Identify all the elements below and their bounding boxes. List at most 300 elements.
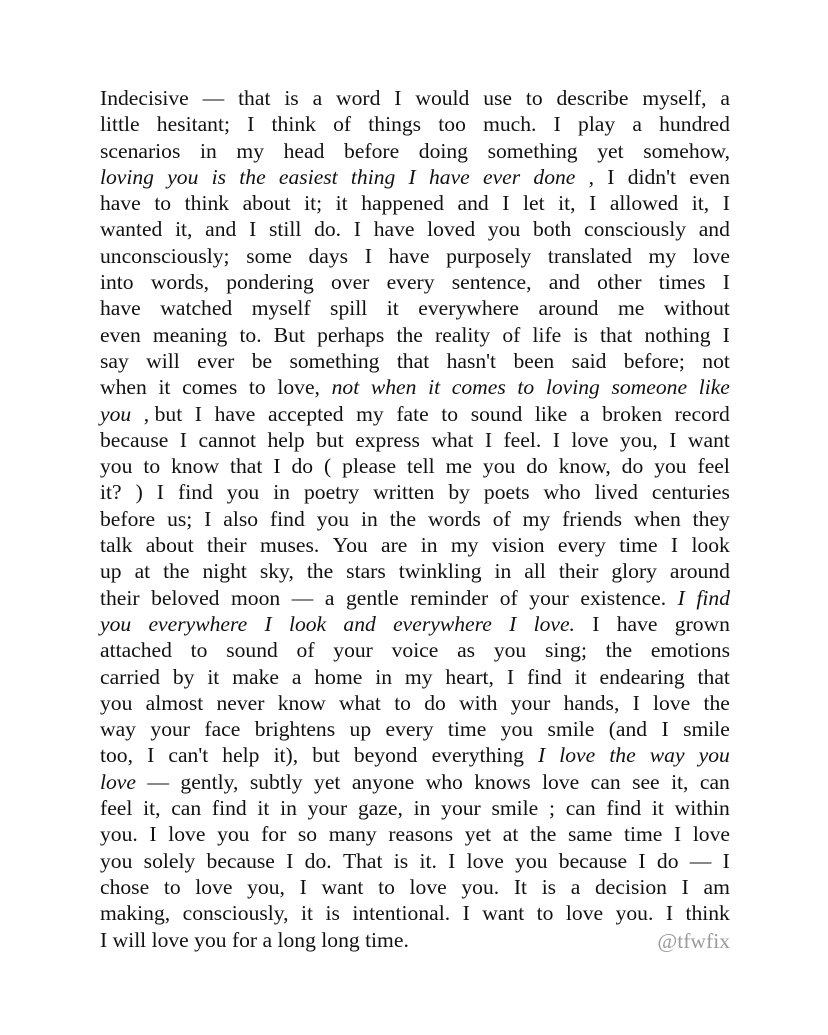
word: love	[466, 848, 504, 873]
word: are	[381, 533, 408, 558]
word: long	[277, 927, 316, 952]
word: I	[286, 848, 294, 873]
word: somehow,	[643, 138, 730, 163]
word: thing	[350, 164, 396, 189]
word: it	[574, 664, 587, 689]
word: find	[269, 506, 305, 531]
word: their	[207, 533, 247, 558]
word: it	[158, 375, 171, 400]
word: I	[408, 164, 416, 189]
word: still	[268, 217, 302, 242]
word: all	[524, 559, 546, 584]
word: have	[388, 243, 430, 268]
word: I	[607, 164, 615, 189]
text-line	[100, 374, 730, 400]
word: I	[448, 848, 456, 873]
word: do	[424, 690, 446, 715]
word: consciously,	[182, 901, 289, 926]
word: I	[100, 927, 108, 952]
word: time	[619, 533, 658, 558]
word: and	[343, 611, 376, 636]
word: it),	[273, 743, 299, 768]
word: it	[386, 296, 399, 321]
word: you	[500, 717, 534, 742]
word: to	[517, 375, 535, 400]
word: will	[112, 927, 147, 952]
word: to	[143, 454, 161, 479]
word: to	[525, 86, 543, 110]
word: can	[565, 796, 596, 821]
word: something	[487, 138, 578, 163]
word: you	[100, 401, 132, 426]
word: my	[356, 401, 384, 426]
word: someone	[611, 375, 688, 400]
word: can't	[168, 743, 209, 768]
word: help	[222, 743, 260, 768]
word: I	[722, 191, 730, 216]
word: brightens	[254, 717, 336, 742]
word: can	[171, 796, 202, 821]
word: it,	[143, 796, 161, 821]
word: I	[484, 427, 493, 452]
word: endearing	[599, 664, 685, 689]
word: my	[404, 664, 433, 689]
word: too	[438, 112, 466, 137]
word: yet	[464, 822, 492, 847]
word: love	[692, 243, 730, 268]
word: it	[257, 796, 270, 821]
word: you	[654, 454, 687, 479]
word: us;	[167, 506, 193, 531]
word: , but	[143, 401, 183, 426]
word: you	[217, 822, 250, 847]
word: loving	[100, 164, 154, 189]
word: over	[331, 270, 370, 295]
word: (and	[608, 717, 648, 742]
word: carried	[100, 664, 160, 689]
word: written	[373, 480, 435, 505]
word: around	[538, 296, 599, 321]
word: both	[532, 217, 572, 242]
word: to	[378, 874, 395, 899]
word: it,	[558, 191, 576, 216]
text-line	[100, 716, 730, 742]
word: hands,	[563, 690, 620, 715]
word: loving	[545, 375, 600, 400]
word: think	[184, 191, 230, 216]
word: doing	[418, 138, 468, 163]
word: consciously	[584, 217, 686, 242]
word: ever	[482, 164, 521, 189]
text-line	[100, 664, 730, 690]
text-line	[100, 690, 730, 716]
word: I	[722, 322, 730, 347]
word: beloved	[151, 585, 220, 610]
text-line	[100, 322, 730, 348]
word: that	[697, 664, 730, 689]
word: a	[312, 86, 323, 110]
word: your	[510, 690, 551, 715]
word: things	[368, 112, 422, 137]
word: many	[328, 822, 377, 847]
word: muses.	[259, 533, 320, 558]
text-line	[100, 900, 730, 926]
word: I	[592, 611, 600, 636]
word: comes	[182, 375, 238, 400]
word: you.	[100, 822, 138, 847]
word: for	[231, 927, 258, 952]
word: with	[459, 690, 498, 715]
word: night	[202, 559, 247, 584]
word: watched	[160, 296, 233, 321]
word: knows	[474, 769, 531, 794]
word: it	[651, 796, 664, 821]
word: as	[457, 638, 476, 663]
word: it	[207, 664, 220, 689]
word: —	[291, 585, 314, 610]
word: you	[493, 638, 527, 663]
word: what	[431, 427, 474, 452]
word: is	[393, 848, 409, 873]
word: moon	[231, 585, 281, 610]
word: face	[204, 717, 241, 742]
word: do	[526, 454, 548, 479]
text-line	[100, 401, 730, 427]
text-line	[100, 506, 730, 532]
word: their	[558, 559, 599, 584]
word: heart,	[445, 664, 494, 689]
word: I	[247, 112, 255, 137]
word: everywhere	[418, 296, 519, 321]
word: up	[349, 717, 372, 742]
word: use	[483, 86, 512, 110]
word: of	[492, 506, 511, 531]
word: everywhere	[148, 611, 248, 636]
word: a	[262, 927, 273, 952]
word: in	[280, 796, 297, 821]
word: gently,	[180, 769, 239, 794]
word: every	[557, 533, 606, 558]
word: am	[703, 874, 730, 899]
word: hundred	[659, 112, 730, 137]
word: a	[570, 874, 581, 899]
word: attached	[100, 638, 172, 663]
word: I	[179, 427, 187, 452]
word: to	[536, 901, 554, 926]
word: it.	[419, 848, 437, 873]
word: you	[316, 506, 350, 531]
word: sound	[226, 638, 278, 663]
word: home	[314, 664, 363, 689]
word: you	[194, 927, 227, 952]
text-line	[100, 532, 730, 558]
word: I	[194, 401, 202, 426]
word: I	[509, 611, 517, 636]
word: the	[396, 322, 423, 347]
word: I	[677, 585, 685, 610]
word: that	[599, 322, 633, 347]
word: want	[687, 427, 730, 452]
text-line	[100, 348, 730, 374]
word: know,	[558, 454, 611, 479]
word: I	[552, 427, 560, 452]
word: can	[590, 769, 621, 794]
text-line	[100, 138, 730, 164]
word: making,	[100, 901, 171, 926]
word: I	[661, 717, 669, 742]
word: ;	[548, 796, 555, 821]
word: a	[579, 401, 590, 426]
word: love	[168, 822, 206, 847]
word: at	[502, 822, 519, 847]
word: your	[529, 585, 569, 610]
word: up	[100, 559, 122, 584]
word: It	[513, 874, 528, 899]
word: I	[638, 848, 646, 873]
word: have	[373, 217, 415, 242]
word: wanted	[100, 217, 163, 242]
word: I	[669, 427, 677, 452]
word: the	[703, 690, 730, 715]
word: by	[172, 664, 195, 689]
word: find	[606, 796, 642, 821]
word: too,	[100, 743, 133, 768]
word: scenarios	[100, 138, 181, 163]
word: stars	[346, 559, 386, 584]
word: I	[353, 217, 361, 242]
text-line	[100, 611, 730, 637]
word: subtly	[249, 769, 303, 794]
word: feel	[697, 454, 730, 479]
word: even	[100, 322, 141, 347]
word: reminder	[410, 585, 489, 610]
word: it?	[100, 480, 122, 505]
word: around	[669, 559, 730, 584]
word: before;	[623, 348, 685, 373]
word: have	[214, 401, 256, 426]
word: the	[306, 559, 334, 584]
word: into	[100, 270, 134, 295]
word: find	[211, 796, 247, 821]
word: myself,	[642, 86, 707, 110]
word: you	[482, 454, 516, 479]
word: You	[332, 533, 368, 558]
word: even	[689, 164, 730, 189]
word: see	[632, 769, 660, 794]
word: smile	[491, 796, 539, 821]
word: didn't	[627, 164, 676, 189]
word: smile	[683, 717, 730, 742]
word: accepted	[267, 401, 344, 426]
word: love,	[277, 375, 320, 400]
word: I	[364, 243, 372, 268]
word: is	[325, 901, 340, 926]
word: grown	[674, 611, 730, 636]
word: is	[284, 86, 299, 110]
word: look	[288, 611, 327, 636]
word: you	[515, 848, 548, 873]
text-line	[100, 585, 730, 611]
word: way	[649, 743, 685, 768]
word: and	[457, 191, 489, 216]
word: comes	[451, 375, 506, 400]
word: almost	[145, 690, 204, 715]
word: reality	[435, 322, 491, 347]
word: word	[336, 86, 381, 110]
word: it,	[691, 191, 710, 216]
word: when	[633, 506, 681, 531]
text-line	[100, 164, 730, 190]
word: my	[450, 533, 479, 558]
word: within	[674, 796, 730, 821]
word: before	[344, 138, 400, 163]
text-line	[100, 111, 730, 137]
word: I	[394, 86, 402, 110]
word: I	[670, 533, 679, 558]
word: you,	[247, 874, 285, 899]
word: me	[618, 296, 645, 321]
word: said	[571, 348, 607, 373]
word: before	[100, 506, 156, 531]
word: I	[462, 901, 470, 926]
word: and	[698, 217, 730, 242]
word: what	[338, 690, 381, 715]
word: but	[312, 743, 340, 768]
author-handle: @tfwfix	[657, 929, 730, 953]
word: in	[494, 559, 512, 584]
word: about	[145, 533, 194, 558]
word: it;	[304, 191, 323, 216]
word: sky,	[259, 559, 294, 584]
word: by	[448, 480, 470, 505]
word: know	[171, 454, 220, 479]
word: hasn't	[446, 348, 497, 373]
word: love	[195, 874, 233, 899]
word: reasons	[388, 822, 454, 847]
word: is	[573, 322, 588, 347]
word: time	[623, 822, 663, 847]
word: voice	[391, 638, 439, 663]
word: friends	[562, 506, 623, 531]
word: their	[100, 585, 140, 610]
word: do.	[304, 848, 332, 873]
word: about	[242, 191, 291, 216]
word: the	[239, 164, 266, 189]
word: you	[100, 690, 133, 715]
word: but	[316, 427, 344, 452]
word: of	[499, 585, 518, 610]
word: have	[100, 191, 141, 216]
word: way	[100, 717, 136, 742]
word: poets	[483, 480, 530, 505]
word: not	[331, 375, 360, 400]
word: so	[297, 822, 318, 847]
word: anyone	[351, 769, 415, 794]
word: easiest	[278, 164, 338, 189]
word: that	[396, 348, 430, 373]
word: yet	[314, 769, 341, 794]
word: love	[565, 901, 604, 926]
word: you	[167, 164, 199, 189]
word: think	[271, 112, 316, 137]
word: I	[632, 690, 640, 715]
word: never	[216, 690, 265, 715]
word: have	[616, 611, 658, 636]
word: find	[526, 664, 562, 689]
word: I	[264, 611, 272, 636]
word: I	[149, 822, 157, 847]
word: of	[296, 638, 315, 663]
word: please	[342, 454, 397, 479]
word: That	[342, 848, 383, 873]
word: lived	[594, 480, 638, 505]
word: love	[653, 690, 691, 715]
word: I	[502, 191, 510, 216]
word: decision	[595, 874, 667, 899]
text-line	[100, 927, 730, 953]
word: love	[151, 927, 189, 952]
word: you,	[619, 427, 658, 452]
word: —	[689, 848, 712, 873]
word: my	[522, 506, 551, 531]
word: they	[692, 506, 730, 531]
word: twinkling	[398, 559, 482, 584]
word: life	[532, 322, 562, 347]
word: words,	[150, 270, 209, 295]
word: every	[385, 717, 434, 742]
word: say	[100, 348, 129, 373]
word: intentional.	[352, 901, 451, 926]
word: at	[134, 559, 151, 584]
word: done	[533, 164, 576, 189]
word: record	[674, 401, 730, 426]
word: my	[236, 138, 264, 163]
word: long	[321, 927, 360, 952]
word: describe	[556, 86, 629, 110]
word: not	[702, 348, 730, 373]
word: because	[100, 427, 169, 452]
word: I	[722, 270, 730, 295]
word: do.	[314, 217, 342, 242]
word: other	[597, 270, 642, 295]
word: smile	[547, 717, 595, 742]
word: allowed	[609, 191, 679, 216]
word: fate	[396, 401, 429, 426]
word: think	[685, 901, 730, 926]
word: love	[571, 427, 609, 452]
word: play	[578, 112, 616, 137]
word: yet	[597, 138, 624, 163]
text-line	[100, 769, 730, 795]
word: it	[335, 191, 348, 216]
word: know	[277, 690, 326, 715]
word: also	[223, 506, 259, 531]
word: have	[428, 164, 470, 189]
word: it,	[671, 769, 689, 794]
word: a	[720, 86, 730, 110]
word: the	[389, 506, 417, 531]
word: head	[283, 138, 325, 163]
text-line	[100, 190, 730, 216]
word: because	[558, 848, 628, 873]
word: translated	[547, 243, 632, 268]
word: every	[386, 270, 435, 295]
word: your	[150, 717, 190, 742]
word: I	[722, 848, 730, 873]
word: I	[156, 480, 164, 505]
word: without	[663, 296, 730, 321]
text-line	[100, 269, 730, 295]
